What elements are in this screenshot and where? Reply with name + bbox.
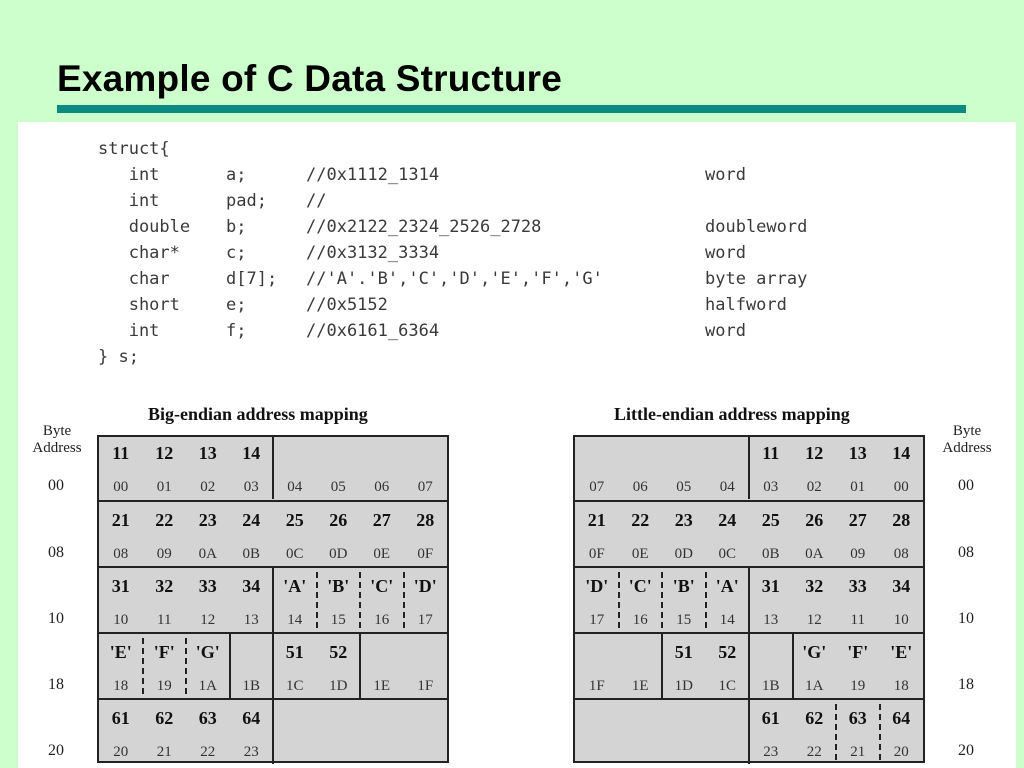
big-endian-byte-address: 18 bbox=[113, 678, 129, 694]
big-endian-byte-value: 12 bbox=[155, 443, 174, 463]
big-endian-row-address: 00 bbox=[48, 477, 64, 494]
big-endian-byte-address: 11 bbox=[157, 612, 172, 628]
little-endian-byte-value: 14 bbox=[892, 443, 911, 463]
big-endian-byte-address: 0C bbox=[285, 546, 304, 562]
little-endian-row-address: 10 bbox=[958, 610, 974, 627]
big-endian-byte-value: 11 bbox=[112, 443, 130, 463]
big-endian-byte-value: 24 bbox=[242, 510, 261, 530]
code-token: word bbox=[705, 321, 746, 341]
big-endian-byte-value: 21 bbox=[111, 510, 130, 530]
big-endian-row-divider bbox=[97, 500, 449, 502]
big-endian-byte-value: 'E' bbox=[109, 642, 132, 662]
slide-title: Example of C Data Structure bbox=[57, 58, 563, 99]
big-endian-byte-address: 00 bbox=[113, 479, 129, 495]
little-endian-byte-address: 11 bbox=[850, 612, 865, 628]
big-endian-byte-value: 34 bbox=[242, 576, 261, 596]
code-token: //0x3132_3334 bbox=[306, 243, 440, 263]
byte-address-label-line: Byte bbox=[952, 423, 982, 439]
byte-address-label-line: Address bbox=[942, 440, 992, 456]
code-token: //0x6161_6364 bbox=[306, 321, 440, 341]
big-endian-byte-address: 09 bbox=[156, 546, 172, 562]
little-endian-byte-value: 11 bbox=[762, 443, 780, 463]
big-endian-row-address: 10 bbox=[48, 610, 64, 627]
big-endian-byte-address: 0E bbox=[373, 546, 391, 562]
little-endian-byte-value: 28 bbox=[892, 510, 911, 530]
little-endian-byte-address: 12 bbox=[806, 612, 822, 628]
big-endian-byte-address: 21 bbox=[156, 744, 172, 760]
big-endian-byte-address: 23 bbox=[243, 744, 259, 760]
code-token: doubleword bbox=[705, 217, 808, 237]
little-endian-byte-value: 24 bbox=[718, 510, 737, 530]
little-endian-byte-address-header bbox=[932, 423, 1002, 457]
little-endian-byte-value: 'D' bbox=[585, 576, 609, 596]
little-endian-byte-value: 32 bbox=[805, 576, 824, 596]
code-token: pad; bbox=[226, 191, 267, 211]
little-endian-byte-value: 63 bbox=[848, 708, 867, 728]
big-endian-byte-value: 14 bbox=[242, 443, 261, 463]
code-token: a; bbox=[226, 165, 247, 185]
big-endian-row-address: 20 bbox=[48, 742, 64, 759]
little-endian-byte-address: 15 bbox=[676, 612, 692, 628]
little-endian-byte-value: 13 bbox=[848, 443, 867, 463]
little-endian-byte-address: 1D bbox=[674, 678, 693, 694]
little-endian-byte-address: 1E bbox=[631, 678, 649, 694]
big-endian-byte-value: 31 bbox=[111, 576, 130, 596]
big-endian-byte-address: 22 bbox=[200, 744, 216, 760]
little-endian-byte-address: 10 bbox=[893, 612, 909, 628]
byte-address-label-line: Address bbox=[32, 440, 82, 456]
little-endian-byte-address: 1F bbox=[588, 678, 605, 694]
code-token: //'A'.'B','C','D','E','F','G' bbox=[306, 269, 603, 289]
little-endian-byte-value: 52 bbox=[718, 642, 737, 662]
little-endian-byte-value: 25 bbox=[761, 510, 780, 530]
big-endian-byte-value: 64 bbox=[242, 708, 261, 728]
little-endian-byte-value: 34 bbox=[892, 576, 911, 596]
little-endian-byte-value: 'A' bbox=[715, 576, 739, 596]
big-endian-byte-address: 19 bbox=[156, 678, 172, 694]
little-endian-row-address: 18 bbox=[958, 676, 974, 693]
big-endian-byte-address: 1A bbox=[198, 678, 217, 694]
little-endian-byte-address: 0B bbox=[761, 546, 780, 562]
little-endian-byte-value: 'B' bbox=[672, 576, 695, 596]
code-token: struct{ bbox=[98, 139, 170, 159]
little-endian-byte-value: 64 bbox=[892, 708, 911, 728]
big-endian-byte-address: 07 bbox=[417, 479, 433, 495]
code-token: int bbox=[98, 165, 160, 185]
big-endian-byte-address: 1E bbox=[373, 678, 391, 694]
code-token: //0x5152 bbox=[306, 295, 388, 315]
big-endian-byte-value: 26 bbox=[329, 510, 348, 530]
byte-address-label-line: Byte bbox=[42, 423, 72, 439]
big-endian-byte-address: 0F bbox=[417, 546, 434, 562]
big-endian-byte-value: 'B' bbox=[327, 576, 350, 596]
little-endian-byte-address: 05 bbox=[676, 479, 692, 495]
little-endian-byte-address: 21 bbox=[850, 744, 866, 760]
little-endian-byte-value: 'C' bbox=[628, 576, 652, 596]
big-endian-byte-address: 06 bbox=[374, 479, 390, 495]
little-endian-byte-address: 00 bbox=[893, 479, 909, 495]
big-endian-byte-address: 20 bbox=[113, 744, 129, 760]
code-token: } s; bbox=[98, 347, 139, 367]
little-endian-byte-value: 'E' bbox=[890, 642, 913, 662]
big-endian-byte-value: 'A' bbox=[283, 576, 307, 596]
big-endian-byte-address: 13 bbox=[243, 612, 259, 628]
big-endian-byte-value: 33 bbox=[198, 576, 217, 596]
code-token: d[7]; bbox=[226, 269, 278, 289]
little-endian-byte-address: 18 bbox=[893, 678, 909, 694]
little-endian-byte-value: 51 bbox=[674, 642, 693, 662]
little-endian-byte-value: 12 bbox=[805, 443, 824, 463]
little-endian-byte-value: 31 bbox=[761, 576, 780, 596]
big-endian-byte-value: 'D' bbox=[413, 576, 437, 596]
big-endian-byte-address: 05 bbox=[330, 479, 346, 495]
code-token: //0x1112_1314 bbox=[306, 165, 440, 185]
little-endian-byte-address: 1A bbox=[805, 678, 824, 694]
big-endian-byte-value: 23 bbox=[198, 510, 217, 530]
little-endian-byte-address: 0F bbox=[588, 546, 605, 562]
code-token: // bbox=[306, 191, 327, 211]
little-endian-byte-address: 02 bbox=[806, 479, 822, 495]
code-token: halfword bbox=[705, 295, 787, 315]
big-endian-byte-address-header bbox=[22, 423, 92, 457]
little-endian-byte-value: 62 bbox=[805, 708, 824, 728]
big-endian-byte-address: 15 bbox=[330, 612, 346, 628]
little-endian-byte-value: 21 bbox=[587, 510, 606, 530]
little-endian-byte-address: 13 bbox=[763, 612, 779, 628]
little-endian-row-address: 20 bbox=[958, 742, 974, 759]
code-token: char bbox=[98, 269, 170, 289]
little-endian-byte-address: 14 bbox=[719, 612, 735, 628]
little-endian-byte-address: 20 bbox=[893, 744, 909, 760]
code-token: c; bbox=[226, 243, 247, 263]
little-endian-byte-address: 0E bbox=[631, 546, 649, 562]
code-token: word bbox=[705, 243, 746, 263]
little-endian-byte-address: 09 bbox=[850, 546, 866, 562]
big-endian-title: Big-endian address mapping bbox=[148, 404, 368, 424]
little-endian-byte-address: 23 bbox=[763, 744, 779, 760]
big-endian-byte-address: 1F bbox=[417, 678, 434, 694]
big-endian-byte-address: 0D bbox=[329, 546, 348, 562]
big-endian-byte-value: 28 bbox=[416, 510, 435, 530]
code-token: char* bbox=[98, 243, 180, 263]
big-endian-byte-value: 32 bbox=[155, 576, 174, 596]
little-endian-byte-address: 22 bbox=[806, 744, 822, 760]
little-endian-byte-address: 0D bbox=[674, 546, 693, 562]
big-endian-byte-value: 22 bbox=[155, 510, 174, 530]
little-endian-byte-address: 17 bbox=[589, 612, 605, 628]
code-token: byte array bbox=[705, 269, 808, 289]
big-endian-byte-address: 08 bbox=[113, 546, 129, 562]
little-endian-title: Little-endian address mapping bbox=[614, 404, 850, 424]
big-endian-byte-address: 01 bbox=[156, 479, 172, 495]
big-endian-byte-address: 1C bbox=[285, 678, 304, 694]
little-endian-byte-address: 07 bbox=[589, 479, 605, 495]
little-endian-byte-value: 'G' bbox=[802, 642, 827, 662]
little-endian-byte-address: 16 bbox=[632, 612, 648, 628]
little-endian-byte-value: 'F' bbox=[847, 642, 869, 662]
code-token: double bbox=[98, 217, 191, 237]
big-endian-byte-address: 17 bbox=[417, 612, 433, 628]
little-endian-byte-address: 03 bbox=[763, 479, 779, 495]
little-endian-byte-value: 61 bbox=[761, 708, 780, 728]
code-token: int bbox=[98, 321, 160, 341]
little-endian-row-divider bbox=[573, 500, 925, 502]
code-token: int bbox=[98, 191, 160, 211]
little-endian-byte-address: 06 bbox=[632, 479, 648, 495]
big-endian-byte-value: 62 bbox=[155, 708, 174, 728]
big-endian-byte-value: 'F' bbox=[153, 642, 175, 662]
big-endian-byte-address: 0A bbox=[198, 546, 217, 562]
little-endian-byte-value: 23 bbox=[674, 510, 693, 530]
big-endian-byte-address: 1B bbox=[242, 678, 260, 694]
big-endian-byte-value: 'C' bbox=[370, 576, 394, 596]
little-endian-byte-address: 19 bbox=[850, 678, 866, 694]
little-endian-byte-value: 33 bbox=[848, 576, 867, 596]
big-endian-byte-address: 02 bbox=[200, 479, 216, 495]
big-endian-byte-value: 27 bbox=[372, 510, 391, 530]
little-endian-row-address: 08 bbox=[958, 544, 974, 561]
little-endian-byte-address: 01 bbox=[850, 479, 866, 495]
little-endian-row-address: 00 bbox=[958, 477, 974, 494]
little-endian-byte-address: 1C bbox=[718, 678, 736, 694]
big-endian-byte-value: 63 bbox=[198, 708, 217, 728]
code-token: word bbox=[705, 165, 746, 185]
big-endian-byte-address: 14 bbox=[287, 612, 303, 628]
little-endian-byte-address: 08 bbox=[893, 546, 909, 562]
big-endian-byte-value: 51 bbox=[285, 642, 304, 662]
big-endian-row-address: 08 bbox=[48, 544, 64, 561]
big-endian-byte-address: 0B bbox=[242, 546, 260, 562]
big-endian-byte-address: 03 bbox=[243, 479, 259, 495]
big-endian-byte-value: 13 bbox=[198, 443, 217, 463]
little-endian-byte-address: 0C bbox=[718, 546, 736, 562]
code-token: f; bbox=[226, 321, 247, 341]
big-endian-byte-value: 25 bbox=[285, 510, 304, 530]
code-token: short bbox=[98, 295, 180, 315]
big-endian-row-address: 18 bbox=[48, 676, 64, 693]
big-endian-byte-value: 52 bbox=[329, 642, 348, 662]
big-endian-byte-address: 12 bbox=[200, 612, 216, 628]
title-underline bbox=[57, 105, 966, 113]
little-endian-byte-value: 22 bbox=[631, 510, 650, 530]
little-endian-byte-address: 1B bbox=[761, 678, 780, 694]
big-endian-byte-address: 1D bbox=[329, 678, 348, 694]
big-endian-byte-address: 04 bbox=[287, 479, 303, 495]
little-endian-byte-value: 26 bbox=[805, 510, 824, 530]
big-endian-byte-value: 'G' bbox=[195, 642, 220, 662]
code-token: b; bbox=[226, 217, 247, 237]
code-token: //0x2122_2324_2526_2728 bbox=[306, 217, 542, 237]
little-endian-byte-address: 0A bbox=[805, 546, 824, 562]
big-endian-byte-address: 16 bbox=[374, 612, 390, 628]
little-endian-byte-address: 04 bbox=[719, 479, 735, 495]
big-endian-byte-address: 10 bbox=[113, 612, 129, 628]
big-endian-byte-value: 61 bbox=[111, 708, 130, 728]
code-token: e; bbox=[226, 295, 247, 315]
little-endian-byte-value: 27 bbox=[848, 510, 867, 530]
